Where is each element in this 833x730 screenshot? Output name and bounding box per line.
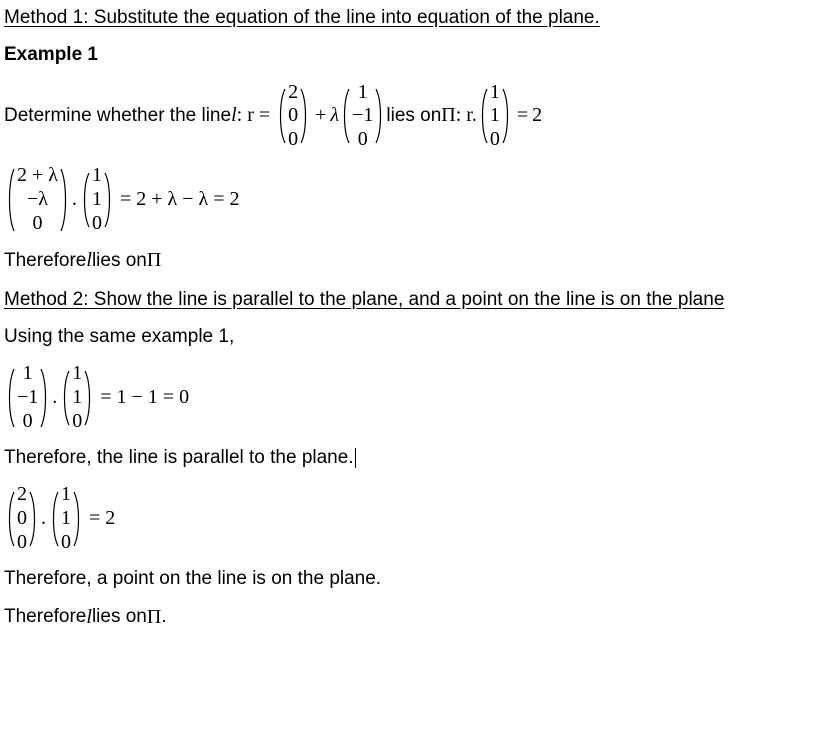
lies-on-text: lies on [386, 104, 442, 126]
line-symbol: l [86, 605, 92, 628]
vector-line-direction [340, 81, 385, 152]
vector-plane-normal-1: 1 [489, 104, 500, 127]
left-paren-icon [340, 87, 351, 145]
left-paren-icon [478, 87, 489, 145]
vector-plane-normal-2: 0 [72, 409, 83, 432]
parallel-check-equation [4, 362, 825, 433]
vector-plane-normal-0: 1 [91, 164, 102, 187]
final-period: . [161, 606, 167, 628]
vector-plane-normal-1: 1 [61, 507, 71, 530]
dot-operator: . [52, 385, 58, 408]
vector-line-point-2: 0 [288, 127, 299, 150]
vector-plane-normal [60, 362, 94, 433]
vector-line-direction-1: −1 [352, 104, 374, 127]
vector-plane-normal-0: 1 [72, 362, 83, 385]
plane-symbol: Π [441, 104, 456, 127]
left-paren-icon [5, 367, 16, 429]
vector-line-point-2: 0 [17, 530, 27, 553]
vector-plane-normal-1: 1 [91, 188, 102, 210]
right-paren-icon [501, 87, 512, 145]
conclusion1-post-text: lies on [91, 249, 147, 271]
dot-operator: . [41, 507, 46, 530]
left-paren-icon [276, 87, 287, 145]
dot-operator: . [71, 188, 77, 210]
point-conclusion-text: Therefore, a point on the line is on the plane. [4, 568, 382, 590]
point-check-equation [4, 483, 825, 554]
plus-operator: + [315, 104, 327, 127]
parallel-result: = 1 − 1 = 0 [100, 385, 190, 408]
final-conclusion [4, 605, 825, 631]
example-label [4, 43, 825, 67]
example-intro-text: Determine whether the line [4, 104, 232, 126]
left-paren-icon [5, 490, 16, 548]
vector-line-direction-0: 1 [22, 362, 33, 385]
line-symbol: l [231, 104, 237, 127]
text-cursor [355, 448, 356, 468]
example-label-text: Example 1 [4, 44, 98, 66]
final-conclusion-post-text: lies on [91, 606, 147, 628]
line-equation-prefix: : r = [236, 104, 271, 127]
right-paren-icon [83, 369, 94, 427]
right-paren-icon [28, 490, 39, 548]
right-paren-icon [59, 167, 70, 233]
left-paren-icon [80, 171, 91, 229]
parallel-conclusion-text: Therefore, the line is parallel to the plane. [4, 447, 354, 469]
right-paren-icon [374, 87, 385, 145]
vector-line-direction-2: 0 [22, 409, 33, 432]
vector-line-point-0: 2 [17, 483, 27, 506]
point-conclusion [4, 567, 825, 591]
vector-line-point-1: 0 [288, 104, 299, 127]
line-symbol: l [86, 249, 92, 272]
right-paren-icon [39, 367, 50, 429]
conclusion-method1 [4, 248, 825, 274]
method2-heading-text: Method 2: Show the line is parallel to the plane, and a point on the line is on the plane [4, 288, 725, 310]
point-result: = 2 [89, 507, 116, 530]
vector-plane-normal-2: 0 [61, 530, 71, 553]
right-paren-icon [72, 490, 83, 548]
right-paren-icon [299, 87, 310, 145]
method1-heading [4, 6, 825, 30]
vector-substituted-1: −λ [27, 188, 48, 210]
plane-rhs-value: 2 [532, 104, 543, 127]
vector-plane-normal [80, 164, 114, 235]
vector-line-direction-1: −1 [17, 385, 39, 408]
lambda-symbol: λ [330, 104, 340, 127]
vector-plane-normal-0: 1 [489, 80, 500, 103]
same-example-text: Using the same example 1, [4, 326, 235, 348]
vector-line-point-1: 0 [17, 507, 27, 530]
left-paren-icon [5, 167, 16, 233]
vector-substituted [5, 164, 70, 235]
conclusion1-pre-text: Therefore [4, 249, 87, 271]
parallel-conclusion [4, 446, 825, 470]
vector-plane-normal [49, 483, 83, 554]
vector-line-direction-0: 1 [357, 80, 368, 103]
right-paren-icon [103, 171, 114, 229]
vector-line-direction [5, 362, 50, 433]
vector-line-direction-2: 0 [357, 127, 368, 150]
vector-plane-normal-2: 0 [489, 127, 500, 150]
vector-plane-normal [478, 81, 512, 152]
plane-symbol: Π [146, 249, 162, 272]
example-statement [4, 81, 825, 152]
same-example-note [4, 325, 825, 349]
vector-plane-normal-1: 1 [72, 385, 83, 408]
vector-plane-normal-2: 0 [91, 211, 102, 234]
method1-heading-text: Method 1: Substitute the equation of the line into equation of the plane. [4, 7, 600, 28]
equals-operator: = [516, 104, 529, 127]
plane-equation-prefix: : r. [455, 104, 477, 127]
left-paren-icon [49, 490, 60, 548]
vector-substituted-0: 2 + λ [17, 164, 58, 187]
plane-symbol: Π [146, 605, 162, 628]
vector-substituted-2: 0 [32, 211, 43, 234]
method2-heading [4, 287, 824, 312]
vector-line-point [5, 483, 39, 554]
vector-line-point-0: 2 [288, 80, 299, 103]
vector-plane-normal-0: 1 [61, 483, 71, 506]
left-paren-icon [60, 369, 71, 427]
final-conclusion-pre-text: Therefore [4, 606, 87, 628]
substitution-result: = 2 + λ − λ = 2 [119, 188, 240, 210]
vector-line-point [276, 81, 310, 152]
substitution-equation [4, 164, 825, 235]
